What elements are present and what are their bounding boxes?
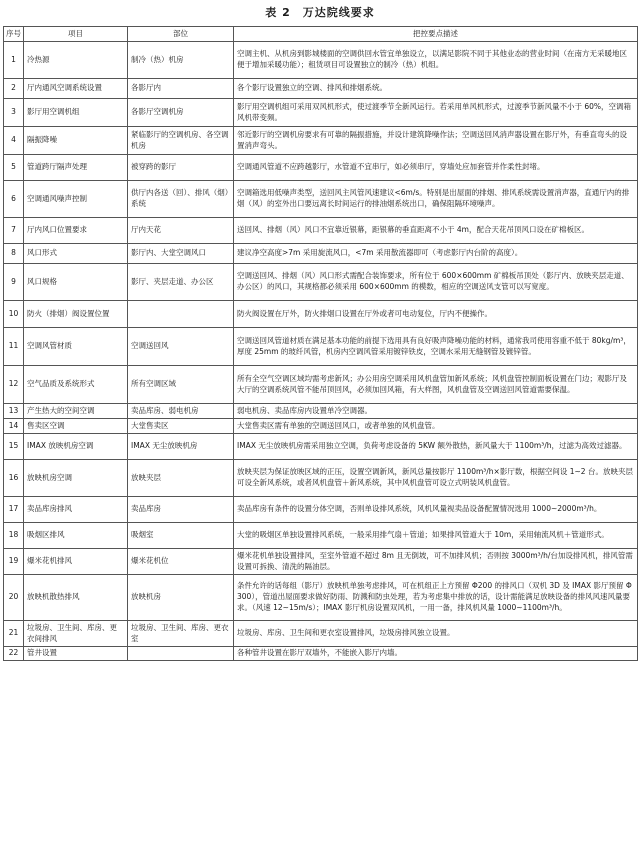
row-number: 11 (4, 328, 24, 366)
row-item: 管道跨厅隔声处理 (24, 155, 128, 181)
row-item: 厅内风口位置要求 (24, 218, 128, 244)
table-row (4, 155, 638, 181)
row-number: 9 (4, 264, 24, 301)
row-item: 产生热大的空间空调 (24, 404, 128, 419)
row-location: 卖品库房 (128, 497, 234, 523)
row-item: 放映机散热排风 (24, 575, 128, 621)
row-number: 22 (4, 647, 24, 661)
table-row (4, 42, 638, 79)
table-row (4, 218, 638, 244)
row-location: 制冷（热）机房 (128, 42, 234, 79)
row-location: 爆米花机位 (128, 549, 234, 575)
row-description: 建议净空高度>7m 采用旋流风口，<7m 采用散流器即可（考虑影厅内台阶的高度）。 (234, 244, 638, 264)
table-row (4, 127, 638, 155)
row-location: 放映夹层 (128, 460, 234, 497)
row-item: 影厅用空调机组 (24, 99, 128, 127)
row-number: 21 (4, 621, 24, 647)
row-item: 垃圾房、卫生间、库房、更衣间排风 (24, 621, 128, 647)
table-row (4, 79, 638, 99)
row-location: 放映机房 (128, 575, 234, 621)
row-number: 2 (4, 79, 24, 99)
row-description: 空调送回风、排烟（风）风口形式需配合装饰要求，所有位于 600×600mm 矿棉板吊顶处（影厅内、放映夹层走道、办公区）的风口，其规格都必须采用 600×600mm 的模数，相应的空调送风支管可以写宽度。 (234, 264, 638, 301)
table-row (4, 244, 638, 264)
table-row (4, 549, 638, 575)
row-number: 16 (4, 460, 24, 497)
row-description: 条件允许的话每组（影厅）放映机单独考虑排风，可在机组正上方预留 Φ200 的排风口（双机 3D 及 IMAX 影厅预留 Φ300），管道出屋面要求做好防雨、防溅和防虫处理，若为考虑集中排放的话，设计需能满足放映设备的排风风速风量要求。（风速 12~15m/s）；IMAX 影厅机房设置双风机，一用一备，排风机风量 1000~1100m³/h。 (234, 575, 638, 621)
table-row (4, 404, 638, 419)
header-no: 序号 (4, 27, 24, 42)
row-item: 放映机房空调 (24, 460, 128, 497)
row-location: 厅内天花 (128, 218, 234, 244)
row-description: 空调通风管道不应跨越影厅，水管道不宜串厅，如必须串厅，穿墙处应加套管并作柔性封堵。 (234, 155, 638, 181)
row-number: 3 (4, 99, 24, 127)
table-title: 表 2 万达院线要求 (265, 6, 375, 19)
row-item: 隔振降噪 (24, 127, 128, 155)
table-row (4, 301, 638, 328)
table-row (4, 621, 638, 647)
row-number: 15 (4, 434, 24, 460)
row-description: 各个影厅设置独立的空调、排风和排烟系统。 (234, 79, 638, 99)
row-item: 空调通风噪声控制 (24, 181, 128, 218)
row-number: 13 (4, 404, 24, 419)
row-item: 卖品库房排风 (24, 497, 128, 523)
row-description: 防火阀设置在厅外，防火排烟口设置在厅外或者可电动复位，厅内不便操作。 (234, 301, 638, 328)
row-number: 8 (4, 244, 24, 264)
row-description: 影厅用空调机组可采用双风机形式，使过渡季节全新风运行。若采用单风机形式，过渡季节新风量不小于 60%，空调箱风机带变频。 (234, 99, 638, 127)
row-item: 冷热源 (24, 42, 128, 79)
row-description: 大堂的吸烟区单独设置排风系统，一般采用排气扇＋管道；如果排风管道大于 10m，采用轴流风机＋管道形式。 (234, 523, 638, 549)
row-item: 风口形式 (24, 244, 128, 264)
table-header-row (4, 27, 638, 42)
row-location: 供厅内各送（回）、排风（烟）系统 (128, 181, 234, 218)
row-item: IMAX 放映机房空调 (24, 434, 128, 460)
row-item: 吸烟区排风 (24, 523, 128, 549)
row-description: 所有全空气空调区域均需考虑新风；办公用房空调采用风机盘管加新风系统；风机盘管控制面板设置在门边；观影厅及大厅的空调系统风管不能吊顶回风，必须加回风箱，有大样图，风机盘管及空调送回风管道需要保温。 (234, 366, 638, 404)
row-number: 12 (4, 366, 24, 404)
row-item: 空气品质及系统形式 (24, 366, 128, 404)
row-number: 7 (4, 218, 24, 244)
row-location: 各影厅内 (128, 79, 234, 99)
table-row (4, 460, 638, 497)
table-body (4, 42, 638, 661)
row-location: 各影厅空调机房 (128, 99, 234, 127)
table-row (4, 99, 638, 127)
row-number: 19 (4, 549, 24, 575)
header-description: 把控要点描述 (234, 27, 638, 42)
table-row (4, 264, 638, 301)
row-location: 空调送回风 (128, 328, 234, 366)
row-location: 所有空调区域 (128, 366, 234, 404)
row-number: 17 (4, 497, 24, 523)
row-description: 空调主机、从机房到影城楼面的空调供回水管宜单独设立，以满足影院不同于其他业态的营业时间（在南方无采暖地区便于增加采暖功能）；租赁项目可设置独立的制冷（热）机组。 (234, 42, 638, 79)
row-description: 空调送回风管道材质在满足基本功能的前提下选用具有良好吸声降噪功能的材料，通常我司使用容重不低于 80kg/m³，厚度 25mm 的玻纤风管，机房内空调风管采用镀锌铁皮，空调水采用无缝钢管及镀锌管。 (234, 328, 638, 366)
requirements-table (3, 26, 638, 661)
row-description: IMAX 无尘放映机房需采用独立空调，负荷考虑设备的 5KW 额外散热，新风量大于 1100m³/h，过滤为高效过滤器。 (234, 434, 638, 460)
row-location: 影厅、夹层走道、办公区 (128, 264, 234, 301)
row-number: 10 (4, 301, 24, 328)
header-item: 项目 (24, 27, 128, 42)
row-location: IMAX 无尘放映机房 (128, 434, 234, 460)
row-item: 防火（排烟）阀设置位置 (24, 301, 128, 328)
row-number: 14 (4, 419, 24, 434)
table-row (4, 647, 638, 661)
row-description: 各种管井设置在影厅双墙外，不能嵌入影厅内墙。 (234, 647, 638, 661)
row-description: 空调箱选用低噪声类型，送回风主风管风速建议<6m/s。特别是出屋面的排烟、排风系统需设置消声器，直通厅内的排烟（风）的室外出口要远离长时间运行的排油烟系统出口，确保阻隔环境噪声。 (234, 181, 638, 218)
row-description: 送回风、排烟（风）风口不宜靠近银幕，距银幕的垂直距离不小于 4m，配合天花吊顶风口设在矿棉板区。 (234, 218, 638, 244)
table-row (4, 419, 638, 434)
row-description: 大堂售卖区需有单独的空调送回风口，或者单独的风机盘管。 (234, 419, 638, 434)
row-location: 垃圾房、卫生间、库房、更衣室 (128, 621, 234, 647)
row-item: 爆米花机排风 (24, 549, 128, 575)
row-number: 4 (4, 127, 24, 155)
row-number: 18 (4, 523, 24, 549)
table-row (4, 181, 638, 218)
row-number: 20 (4, 575, 24, 621)
row-location: 大堂售卖区 (128, 419, 234, 434)
row-description: 邻近影厅的空调机房要求有可靠的隔振措施，并设计建筑降噪作法；空调送回风消声器设置在影厅外，有垂直弯头的设置消声弯头。 (234, 127, 638, 155)
row-location: 紧临影厅的空调机房、各空调机房 (128, 127, 234, 155)
row-description: 放映夹层为保证放映区域的正压，设置空调新风，新风总量按影厅 1100m³/h×影厅数，根据空间设 1~2 台。放映夹层可设全新风系统，或者风机盘管＋新风系统，其中风机盘管可设立式明装风机盘管。 (234, 460, 638, 497)
table-row (4, 523, 638, 549)
row-location (128, 301, 234, 328)
table-row (4, 575, 638, 621)
row-location: 影厅内、大堂空调风口 (128, 244, 234, 264)
row-description: 卖品库房有条件的设置分体空调，否则单设排风系统，风机风量视卖品设备配置情况选用 1000~2000m³/h。 (234, 497, 638, 523)
row-number: 1 (4, 42, 24, 79)
row-description: 弱电机房、卖品库房内设置单冷空调器。 (234, 404, 638, 419)
row-item: 售卖区空调 (24, 419, 128, 434)
row-description: 垃圾房、库房、卫生间和更衣室设置排风，垃圾房排风独立设置。 (234, 621, 638, 647)
row-description: 爆米花机单独设置排风，至室外管道不超过 8m 且无倒坡，可不加排风机；否则按 3000m³/h/台加设排风机，排风管需设置可拆换、清洗的隔油层。 (234, 549, 638, 575)
row-item: 风口规格 (24, 264, 128, 301)
row-number: 6 (4, 181, 24, 218)
table-row (4, 434, 638, 460)
table-row (4, 328, 638, 366)
row-location (128, 647, 234, 661)
row-location: 被穿跨的影厅 (128, 155, 234, 181)
row-location: 卖品库房、弱电机房 (128, 404, 234, 419)
header-location: 部位 (128, 27, 234, 42)
row-item: 管井设置 (24, 647, 128, 661)
table-row (4, 366, 638, 404)
row-location: 吸烟室 (128, 523, 234, 549)
row-number: 5 (4, 155, 24, 181)
row-item: 空调风管材质 (24, 328, 128, 366)
row-item: 厅内通风空调系统设置 (24, 79, 128, 99)
table-row (4, 497, 638, 523)
